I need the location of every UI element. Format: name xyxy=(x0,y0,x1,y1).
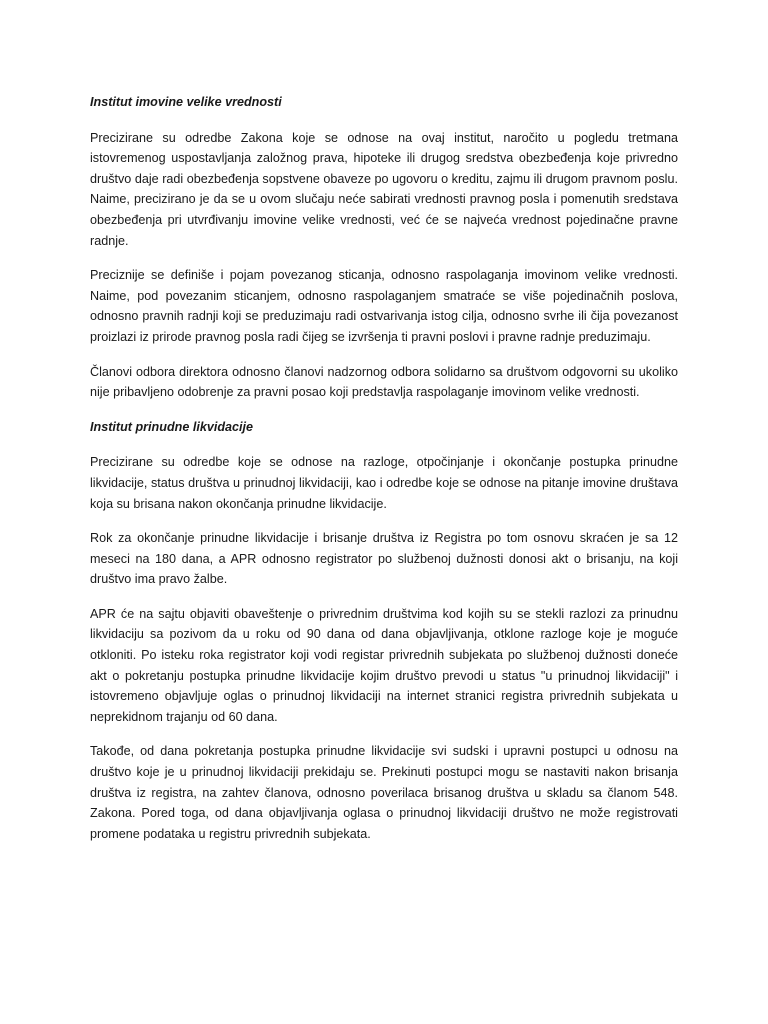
paragraph: APR će na sajtu objaviti obaveštenje o privrednim društvima kod kojih su se stekli razlozi za prinudnu likvidaciju sa pozivom da u roku od 90 dana od dana objavljivanja, otklone razloge koje je moguće otkloniti. Po isteku roka registrator koji vodi registar privrednih subjekata po službenoj dužnosti doneće akt o pokretanju postupka prinudne likvidacije kojim društvo prevodi u status "u prinudnoj likvidaciji" i istovremeno objavljuje oglas o prinudnoj likvidaciji na internet stranici registra privrednih subjekata u neprekidnom trajanju od 60 dana. xyxy=(90,606,678,724)
document-page xyxy=(90,92,678,858)
paragraph: Preciznije se definiše i pojam povezanog sticanja, odnosno raspolaganja imovinom velike vrednosti. Naime, pod povezanim sticanjem, odnosno raspolaganjem smatraće se više pojedinačnih poslova, odnosno pravnih radnji koji se preduzimaju radi ostvarivanja istog cilja, odnosno svrhe ili čija povezanost proizlazi iz prirode pravnog posla radi čijeg se izvršenja ti pravni poslovi i pravne radnje preduzimaju. xyxy=(90,268,678,344)
paragraph: Takođe, od dana pokretanja postupka prinudne likvidacije svi sudski i upravni postupci u odnosu na društvo koje je u prinudnoj likvidaciji prekidaju se. Prekinuti postupci mogu se nastaviti nakon brisanja društva iz registra, na zahtev članova, odnosno poverilaca brisanog društva u skladu sa članom 548. Zakona. Pored toga, od dana objavljivanja oglasa o prinudnoj likvidaciji društvo ne može registrovati promene podataka u registru privrednih subjekata. xyxy=(90,744,678,841)
section-heading-large-asset-value: Institut imovine velike vrednosti xyxy=(90,95,282,109)
paragraph: Članovi odbora direktora odnosno članovi nadzornog odbora solidarno sa društvom odgovorni su ukoliko nije pribavljeno odobrenje za pravni posao koji predstavlja raspolaganje imovinom velike vrednosti. xyxy=(90,364,678,400)
section-heading-forced-liquidation: Institut prinudne likvidacije xyxy=(90,419,254,434)
paragraph: Precizirane su odredbe Zakona koje se odnose na ovaj institut, naročito u pogledu tretmana istovremenog uspostavljanja založnog prava, hipoteke ili drugog sredstva obezbeđenja koje privredno društvo daje radi obezbeđenja sopstvene obaveze po ugovoru o kreditu, zajmu ili drugom pravnom poslu. Naime, precizirano je da se u ovom slučaju neće sabirati vrednosti pravnog posla i pomenutih sredstava obezbeđenja pri utvrđivanju imovine velike vrednosti, već će se najveća vrednost pojedinačne pravne radnje. xyxy=(90,130,678,248)
paragraph: Precizirane su odredbe koje se odnose na razloge, otpočinjanje i okončanje postupka prinudne likvidacije, status društva u prinudnoj likvidaciji, kao i odredbe koje se odnose na pitanje imovine društava koja su brisana nakon okončanja prinudne likvidacije. xyxy=(90,455,678,511)
paragraph: Rok za okončanje prinudne likvidacije i brisanje društva iz Registra po tom osnovu skraćen je sa 12 meseci na 180 dana, a APR odnosno registrator po službenoj dužnosti donosi akt o brisanju, na koji društvo ima pravo žalbe. xyxy=(90,531,678,587)
